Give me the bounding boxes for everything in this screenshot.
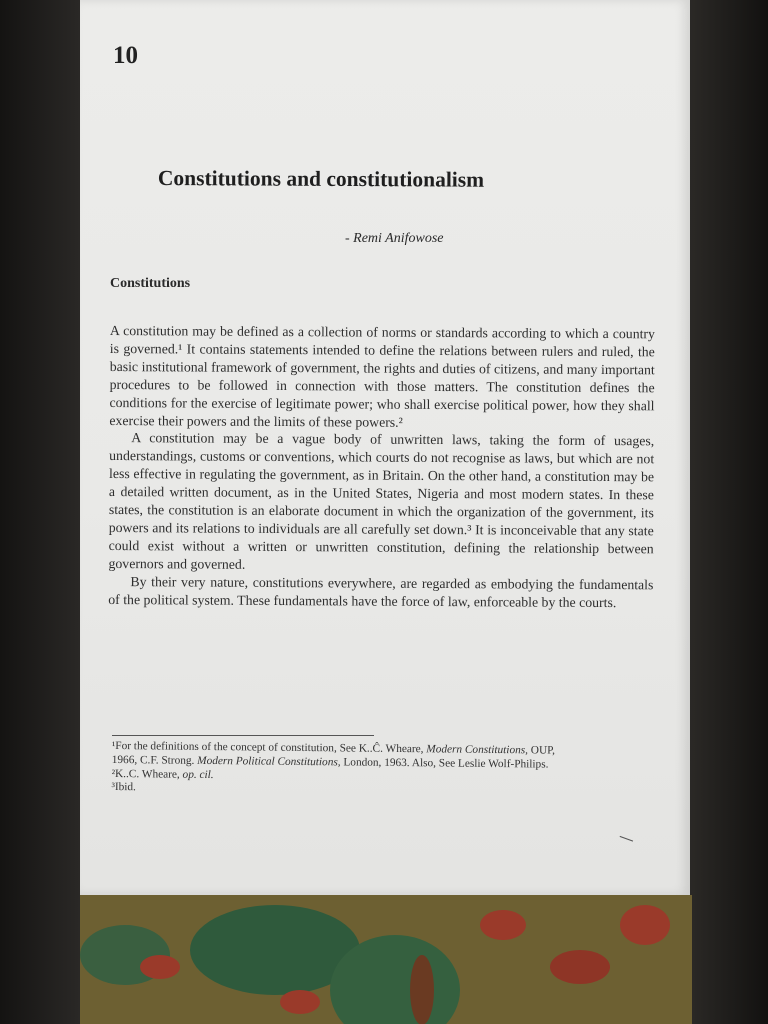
text-line: between rulers and ruled, the basic institutional framework of government, the bbox=[109, 343, 655, 376]
chapter-title: Constitutions and constitutionalism bbox=[157, 166, 485, 192]
footnote-book-title: Modern Political Constitutions, bbox=[197, 754, 341, 769]
text-line: could exist without a written or unwritten constitution, defining the relationship bbox=[108, 537, 600, 556]
text-line: exercise their powers and the limits of these powers.² bbox=[109, 412, 403, 430]
text-line: A constitution may be a vague body of unwritten laws, taking the form of bbox=[131, 430, 606, 449]
background-cloth bbox=[80, 895, 692, 1024]
text-line: By their very nature, constitutions everywhere, are regarded as embodying the bbox=[130, 573, 575, 592]
footnote-divider bbox=[112, 735, 374, 736]
text-line: elaborate document in which the organization of the government, its powers and its bbox=[108, 503, 654, 536]
cloth-pattern bbox=[620, 905, 670, 945]
cloth-pattern bbox=[480, 910, 526, 940]
cloth-pattern bbox=[140, 955, 180, 979]
section-heading: Constitutions bbox=[110, 276, 191, 291]
text-line: usages, understandings, customs or conventions, which courts do not recognise as bbox=[109, 433, 655, 466]
page-number: 10 bbox=[113, 42, 138, 69]
background-right-edge bbox=[686, 0, 768, 1024]
text-line: rights and duties of citizens, and many important procedures to be followed in bbox=[109, 360, 655, 393]
cloth-pattern bbox=[280, 990, 320, 1014]
paragraph-1 bbox=[109, 322, 655, 433]
text-line: exercise of legitimate power; who shall exercise political power, how they shall bbox=[211, 395, 655, 413]
book-page bbox=[80, 0, 690, 895]
author-byline: - Remi Anifowose bbox=[345, 231, 444, 246]
text-line: which a country is governed.¹ It contains statements intended to define the relations bbox=[109, 325, 655, 359]
footnotes bbox=[111, 740, 664, 801]
text-line: On the other hand, a constitution may be a detailed written document, as in the bbox=[108, 468, 655, 501]
cloth-pattern bbox=[410, 955, 434, 1024]
body-text bbox=[108, 322, 655, 612]
cloth-pattern bbox=[550, 950, 610, 984]
footnote-book-title: Modern Constitutions, bbox=[426, 743, 529, 757]
text-line: relations to individuals are all carefully set down.³ It is inconceivable that any state bbox=[192, 520, 654, 539]
text-line: laws, but which are not less effective in regulating the government, as in Britain. bbox=[109, 450, 655, 484]
text-line: United States, Nigeria and most modern states. In these states, the constitution is an bbox=[108, 485, 654, 519]
background-left-edge bbox=[0, 0, 80, 1024]
text-line: A constitution may be defined as a collection of norms or standards according to bbox=[109, 322, 562, 341]
footnote-italic: op. cil. bbox=[182, 768, 214, 781]
pen-mark bbox=[617, 836, 633, 849]
footnote-text: 1966, C.F. Strong. bbox=[111, 753, 198, 767]
footnote-text: ¹For the definitions of the concept of constitution, See K..Ĉ. Wheare, bbox=[111, 740, 427, 756]
footnote-text: ²K..C. Wheare, bbox=[111, 767, 183, 781]
footnote-text: OUP, bbox=[527, 744, 556, 757]
text-line: fundamentals of the political system. These fundamentals have the force of law, bbox=[108, 576, 654, 609]
text-line: between governors and governed. bbox=[108, 540, 654, 572]
footnote-3: ³Ibid. bbox=[111, 781, 136, 794]
footnote-text: London, 1963. Also, See Leslie Wolf-Philips. bbox=[340, 756, 549, 771]
text-line: connection with those matters. The constitution defines the conditions for the bbox=[109, 377, 655, 411]
paragraph-2 bbox=[108, 429, 654, 576]
paragraph-3 bbox=[108, 573, 653, 612]
text-line: enforceable by the courts. bbox=[473, 593, 617, 610]
